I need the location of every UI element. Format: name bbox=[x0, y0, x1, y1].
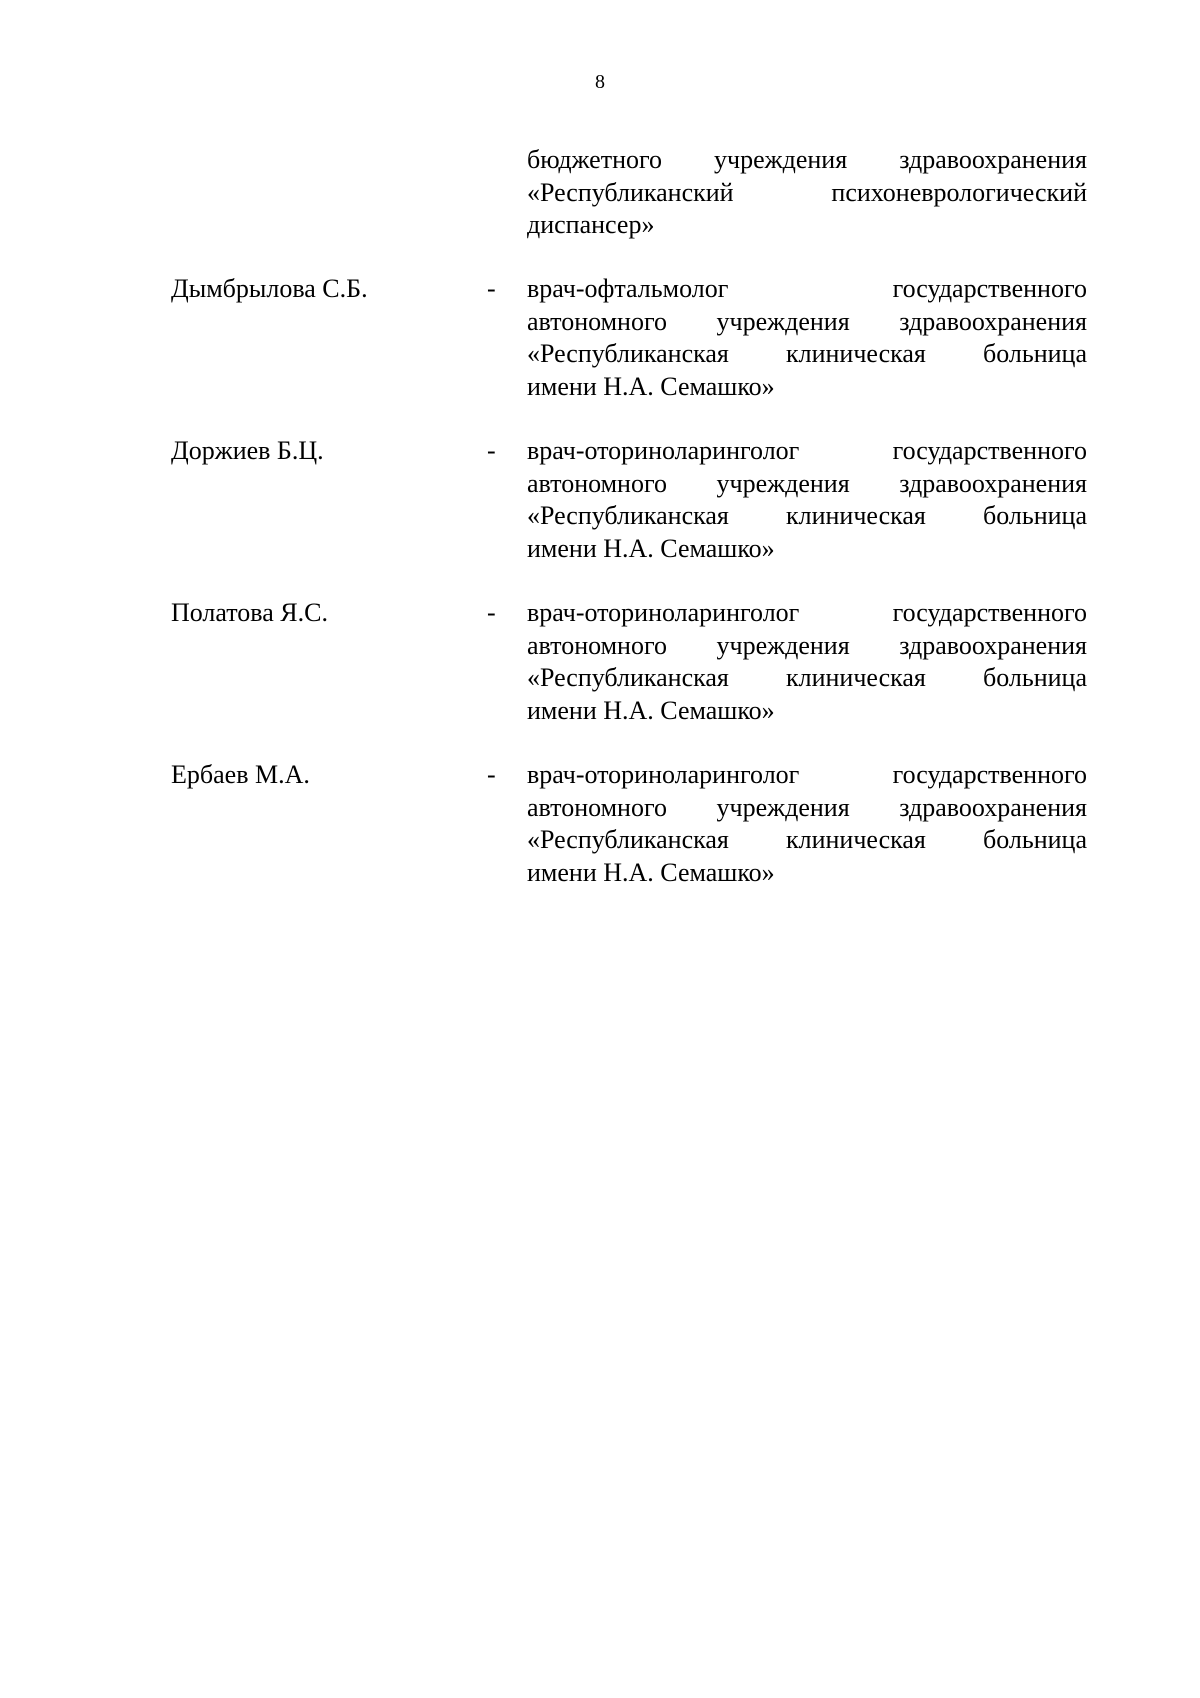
dash-separator: - bbox=[487, 598, 496, 627]
member-entry bbox=[0, 759, 1200, 899]
position-line: имени Н.А. Семашко» bbox=[527, 695, 775, 725]
continuation-line: «Республиканский психоневрологический bbox=[527, 177, 1087, 207]
member-name: Дымбрылова С.Б. bbox=[171, 274, 368, 303]
dash-separator: - bbox=[487, 274, 496, 303]
position-line: имени Н.А. Семашко» bbox=[527, 533, 775, 563]
position-line: «Республиканская клиническая больница bbox=[527, 825, 1087, 854]
member-position bbox=[527, 273, 1087, 403]
continuation-line: бюджетного учреждения здравоохранения bbox=[527, 145, 1087, 174]
member-name: Ербаев М.А. bbox=[171, 760, 310, 789]
member-position bbox=[527, 759, 1087, 889]
member-position bbox=[527, 597, 1087, 727]
position-line: «Республиканская клиническая больница bbox=[527, 501, 1087, 530]
position-line: врач-оториноларинголог государственного bbox=[527, 436, 1087, 465]
position-line: имени Н.А. Семашко» bbox=[527, 857, 775, 887]
position-line: врач-оториноларинголог государственного bbox=[527, 760, 1087, 789]
position-line: автономного учреждения здравоохранения bbox=[527, 468, 1087, 498]
continuation-line: диспансер» bbox=[527, 210, 655, 239]
member-entry bbox=[0, 597, 1200, 737]
position-line: имени Н.А. Семашко» bbox=[527, 371, 775, 401]
position-line: «Республиканская клиническая больница bbox=[527, 339, 1087, 368]
position-line: автономного учреждения здравоохранения bbox=[527, 630, 1087, 660]
dash-separator: - bbox=[487, 760, 496, 789]
position-line: «Республиканская клиническая больница bbox=[527, 663, 1087, 692]
dash-separator: - bbox=[487, 436, 496, 465]
member-entry bbox=[0, 435, 1200, 575]
member-entry bbox=[0, 273, 1200, 413]
member-position bbox=[527, 435, 1087, 565]
position-line: врач-оториноларинголог государственного bbox=[527, 598, 1087, 627]
position-line: автономного учреждения здравоохранения bbox=[527, 306, 1087, 336]
position-line: врач-офтальмолог государственного bbox=[527, 274, 1087, 303]
position-line: автономного учреждения здравоохранения bbox=[527, 792, 1087, 822]
member-name: Полатова Я.С. bbox=[171, 598, 328, 627]
continuation-text bbox=[527, 144, 1087, 242]
member-name: Доржиев Б.Ц. bbox=[171, 436, 324, 465]
page-number: 8 bbox=[595, 71, 605, 93]
